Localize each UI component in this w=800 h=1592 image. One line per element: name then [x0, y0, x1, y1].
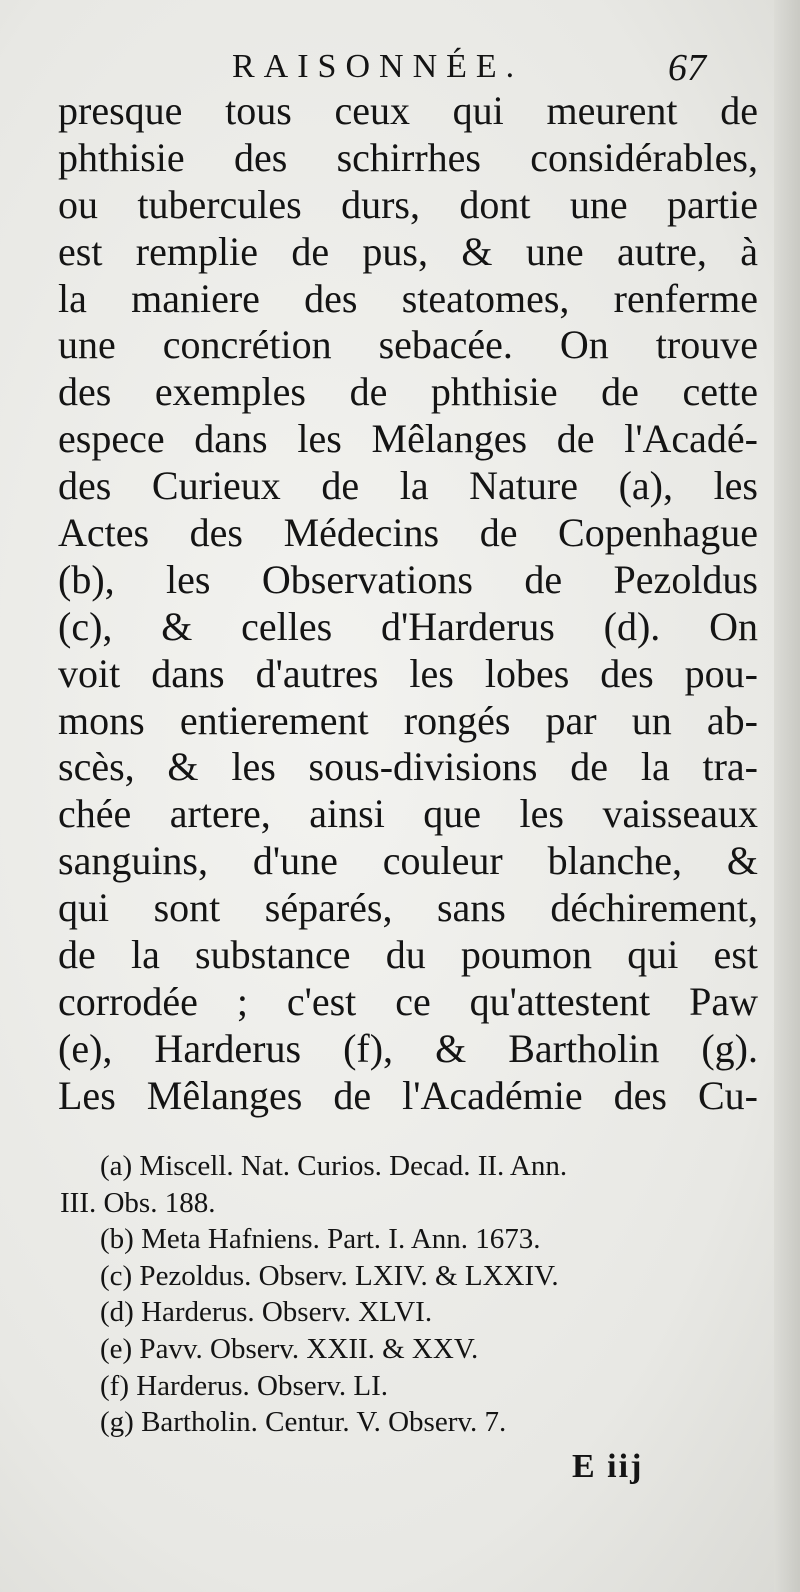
text-line: des exemples de phthisie de cette [58, 369, 758, 415]
text-line: scès, & les sous-divisions de la tra- [58, 744, 758, 790]
text-line: Les Mêlanges de l'Académie des Cu- [58, 1072, 758, 1118]
text-line: mons entierement rongés par un ab- [58, 697, 758, 743]
text-line: corrodée ; c'est ce qu'attestent Paw [58, 978, 758, 1024]
footnote-a-continuation: III. Obs. 188. [60, 1186, 216, 1219]
footnote-g: (g) Bartholin. Centur. V. Observ. 7. [100, 1406, 507, 1439]
footnotes [60, 1148, 750, 1441]
footnote-a: (a) Miscell. Nat. Curios. Decad. II. Ann. [100, 1150, 568, 1182]
text-line: ou tubercules durs, dont une partie [58, 181, 758, 227]
text-line: est remplie de pus, & une autre, à [58, 228, 758, 274]
footnote-e: (e) Pavv. Observ. XXII. & XXV. [100, 1332, 479, 1365]
text-line: (b), les Observations de Pezoldus [58, 556, 758, 602]
body-text [58, 88, 758, 1120]
text-line: presque tous ceux qui meurent de [58, 88, 758, 133]
text-line: qui sont séparés, sans déchirement, [58, 885, 758, 931]
text-line: des Curieux de la Nature (a), les [58, 463, 758, 509]
text-line: espece dans les Mêlanges de l'Acadé- [58, 416, 758, 462]
page-edge [774, 0, 800, 1592]
running-head: RAISONNÉE. [232, 48, 524, 85]
text-line: (c), & celles d'Harderus (d). On [58, 603, 758, 649]
text-line: la maniere des steatomes, renferme [58, 275, 758, 321]
footnote-f: (f) Harderus. Observ. LI. [100, 1369, 389, 1402]
text-line: phthisie des schirrhes considérables, [58, 134, 758, 180]
text-line: chée artere, ainsi que les vaisseaux [58, 791, 758, 837]
text-line: de la substance du poumon qui est [58, 932, 758, 978]
text-line: voit dans d'autres les lobes des pou- [58, 650, 758, 696]
text-line: Actes des Médecins de Copenhague [58, 510, 758, 556]
signature-mark: E iij [572, 1448, 644, 1485]
footnote-c: (c) Pezoldus. Observ. LXIV. & LXXIV. [100, 1259, 559, 1292]
text-line: sanguins, d'une couleur blanche, & [58, 838, 758, 884]
page-number: 67 [668, 47, 706, 89]
footnote-d: (d) Harderus. Observ. XLVI. [100, 1296, 433, 1329]
text-line: une concrétion sebacée. On trouve [58, 322, 758, 368]
footnote-b: (b) Meta Hafniens. Part. I. Ann. 1673. [100, 1223, 541, 1256]
text-line: (e), Harderus (f), & Bartholin (g). [58, 1025, 758, 1071]
